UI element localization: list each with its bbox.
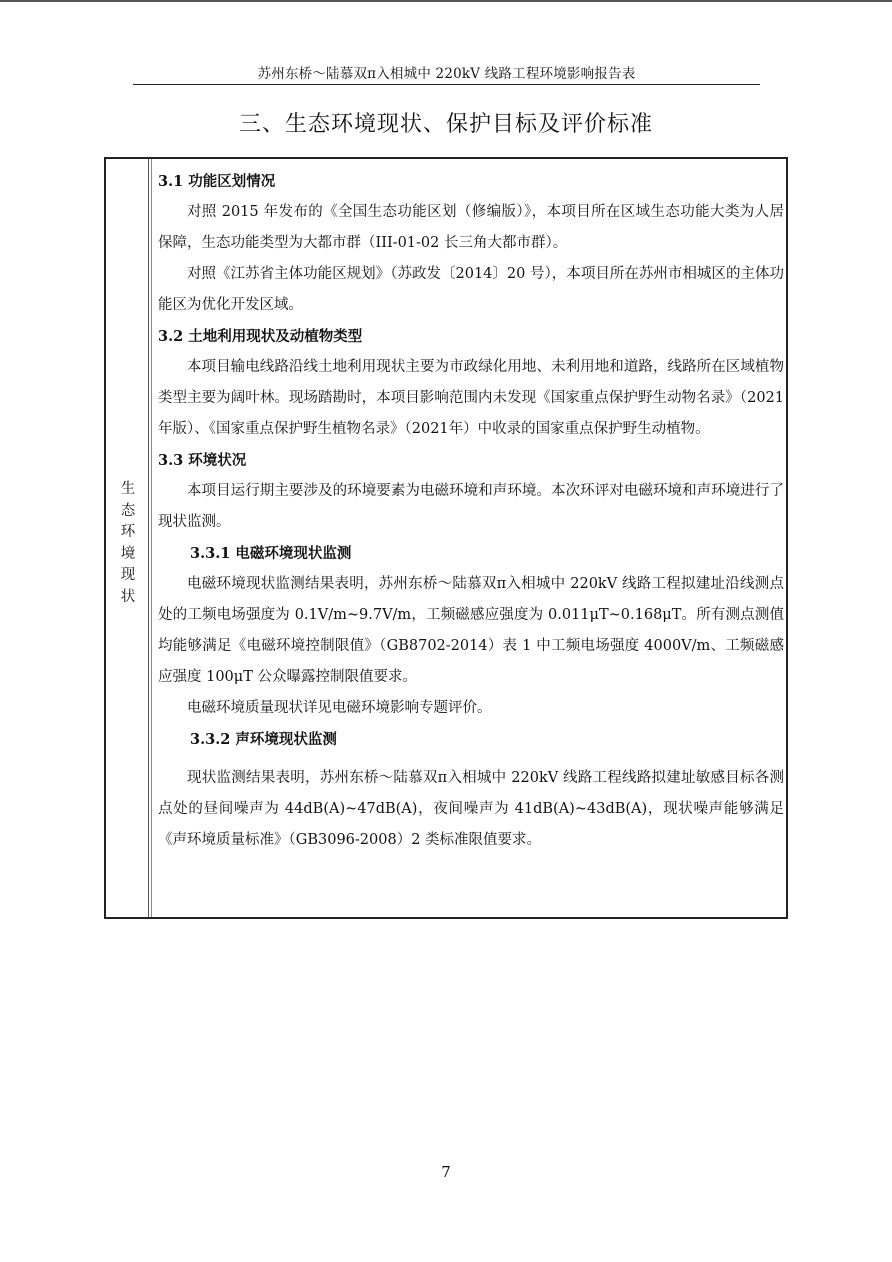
page-title: 三、生态环境现状、保护目标及评价标准 — [238, 112, 653, 137]
section-3-3-1-paragraph-2: 电磁环境质量现状详见电磁环境影响专题评价。 — [187, 700, 492, 716]
section-3-3-paragraph-1: 本项目运行期主要涉及的环境要素为电磁环境和声环境。本次环评对电磁环境和声环境进行了现状监测。 — [158, 483, 784, 530]
report-header: 苏州东桥～陆慕双π入相城中 220kV 线路工程环境影响报告表 — [133, 62, 760, 85]
left-label-char: 境 — [120, 545, 136, 562]
section-3-2-heading: 3.2 土地利用现状及动植物类型 — [158, 328, 363, 345]
page-top-rule — [0, 0, 892, 2]
left-category-cell — [106, 159, 149, 917]
section-3-2-paragraph-1: 本项目输电线路沿线土地利用现状主要为市政绿化用地、未利用地和道路，线路所在区域植物类型主要为阔叶林。现场踏勘时，本项目影响范围内未发现《国家重点保护野生动物名录》（2021年版）、《国家重点保护野生植物名录》（2021年）中收录的国家重点保护野生动植物。 — [158, 359, 784, 437]
section-3-1-paragraph-1: 对照 2015 年发布的《全国生态功能区划（修编版）》，本项目所在区域生态功能大类为人居保障，生态功能类型为大都市群（III-01-02 长三角大都市群）。 — [158, 204, 784, 251]
section-3-3-1-paragraph-1: 电磁环境现状监测结果表明，苏州东桥～陆慕双π入相城中 220kV 线路工程拟建址沿线测点处的工频电场强度为 0.1V/m~9.7V/m，工频磁感应强度为 0.011μT~0.168μT。所有测点测值均能够满足《电磁环境控制限值》（GB8702-2014）表 1 中工频电场强度 4000V/m、工频磁感应强度 100μT 公众曝露控制限值要求。 — [158, 576, 784, 685]
left-label-char: 状 — [120, 588, 136, 605]
left-label-char: 环 — [120, 524, 136, 540]
left-label-char: 态 — [120, 502, 136, 519]
section-3-1-heading: 3.1 功能区划情况 — [158, 173, 276, 190]
section-3-3-2-paragraph-1: 现状监测结果表明，苏州东桥～陆慕双π入相城中 220kV 线路工程线路拟建址敏感目标各测点处的昼间噪声为 44dB(A)~47dB(A)，夜间噪声为 41dB(A)~43dB(A)，现状噪声能够满足《声环境质量标准》（GB3096-2008）2 类标准限值要求。 — [158, 770, 784, 848]
content-cell — [158, 166, 784, 856]
page-number: 7 — [441, 1163, 451, 1181]
section-3-3-heading: 3.3 环境状况 — [158, 452, 247, 469]
section-3-3-2-heading: 3.3.2 声环境现状监测 — [190, 731, 337, 748]
column-divider — [151, 159, 152, 917]
left-label-char: 生 — [120, 481, 136, 497]
left-category-label — [120, 479, 136, 608]
section-3-3-1-heading: 3.3.1 电磁环境现状监测 — [190, 545, 352, 562]
content-table — [104, 157, 788, 919]
section-3-1-paragraph-2: 对照《江苏省主体功能区规划》（苏政发〔2014〕20 号），本项目所在苏州市相城区的主体功能区为优化开发区域。 — [158, 266, 784, 313]
left-label-char: 现 — [120, 567, 136, 583]
